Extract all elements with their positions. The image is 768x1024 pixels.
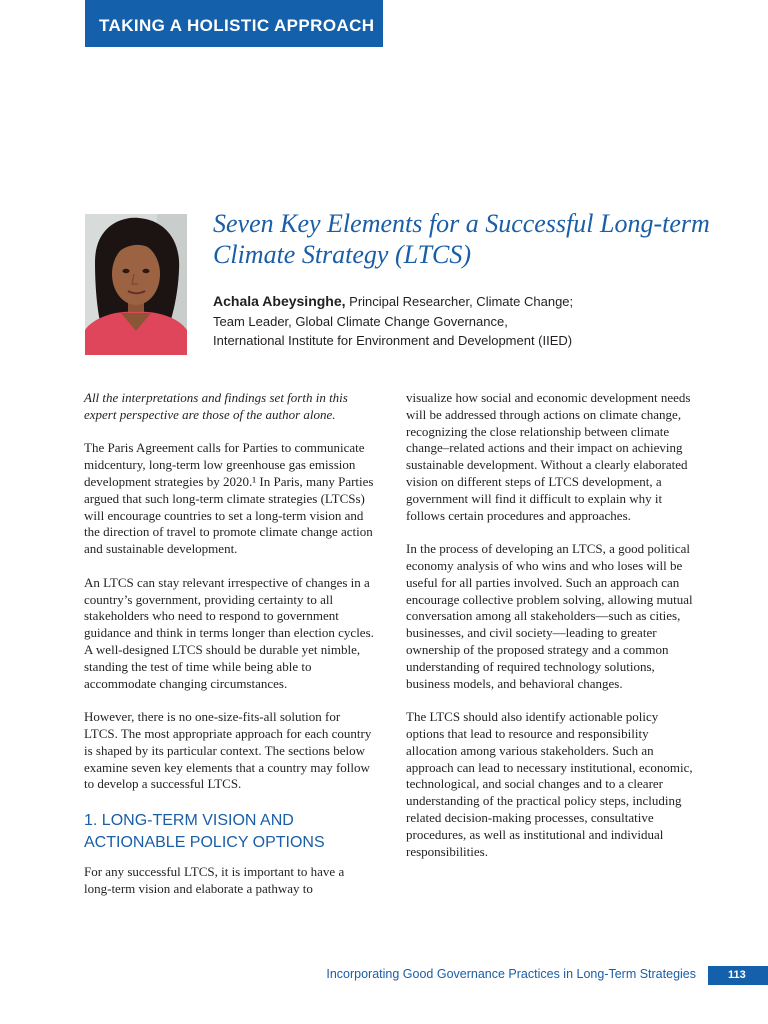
author-byline bbox=[213, 292, 733, 351]
article-title: Seven Key Elements for a Successful Long-term Climate Strategy (LTCS) bbox=[213, 209, 710, 269]
left-column bbox=[84, 390, 374, 914]
paragraph: In the process of developing an LTCS, a good political economy analysis of who wins and who loses will be useful for all parties involved. Such an approach can encourage collective problem solving, allowing mutual conversation among all stakeholders—such as cities, businesses, and civil society—leading to greater ownership of the proposed strategy and a common understanding of required technology solutions, business models, and behavioral changes. bbox=[406, 541, 693, 691]
paragraph: The Paris Agreement calls for Parties to communicate midcentury, long-term low greenhouse gas emission development strategies by 2020.¹ In Paris, many Parties argued that such long-term climate strategies (LTCSs) will encourage countries to set a long-term vision and the direction of travel to promote climate change action and sustainable development. bbox=[84, 440, 374, 557]
byline-line-1 bbox=[213, 292, 733, 312]
section-heading-line-1: 1. LONG-TERM VISION AND bbox=[84, 811, 294, 829]
section-label: TAKING A HOLISTIC APPROACH bbox=[99, 16, 375, 35]
footer-publication-title: Incorporating Good Governance Practices in Long-Term Strategies bbox=[326, 967, 696, 981]
paragraph: For any successful LTCS, it is important to have a long-term vision and elaborate a pathway to bbox=[84, 863, 345, 896]
paragraph: visualize how social and economic development needs will be addressed through actions on climate change, recognizing the close relationship between climate change–related actions and their impact on achieving sustainable development. Without a clearly elaborated vision on different steps of LTCS development, a government will find it difficult to explain why it follows certain procedures and approaches. bbox=[406, 390, 691, 523]
author-team: Team Leader, Global Climate Change Governance, bbox=[213, 313, 508, 329]
paragraph: The LTCS should also identify actionable policy options that lead to resource and responsibility allocation among various stakeholders. Such an approach can lead to necessary institutional, economic, technological, and social changes and to a clearer understanding of the practical policy steps, including related decision-making processes, consultative procedures, as well as institutional and individual responsibilities. bbox=[406, 709, 693, 859]
page-number: 113 bbox=[708, 966, 768, 985]
section-heading-line-2: ACTIONABLE POLICY OPTIONS bbox=[84, 833, 325, 851]
section-heading bbox=[84, 810, 374, 854]
author-name: Achala Abeysinghe, bbox=[213, 293, 346, 309]
paragraph: An LTCS can stay relevant irrespective of changes in a country’s government, providing certainty to all stakeholders who need to respond to government guidance and think in terms longer than election cycles. A well-designed LTCS should be durable yet nimble, standing the test of time while being able to accommodate changing circumstances. bbox=[84, 574, 374, 691]
author-role: Principal Researcher, Climate Change; bbox=[345, 294, 574, 309]
disclaimer: All the interpretations and findings set forth in this expert perspective are those of the author alone. bbox=[84, 390, 348, 422]
author-photo bbox=[85, 214, 187, 355]
paragraph: However, there is no one-size-fits-all solution for LTCS. The most appropriate approach for each country is shaped by its particular context. The sections below examine seven key elements that a country may follow to develop a successful LTCS. bbox=[84, 709, 372, 792]
author-organization: International Institute for Environment and Development (IIED) bbox=[213, 333, 573, 348]
right-column bbox=[406, 390, 696, 877]
section-banner bbox=[85, 0, 383, 47]
